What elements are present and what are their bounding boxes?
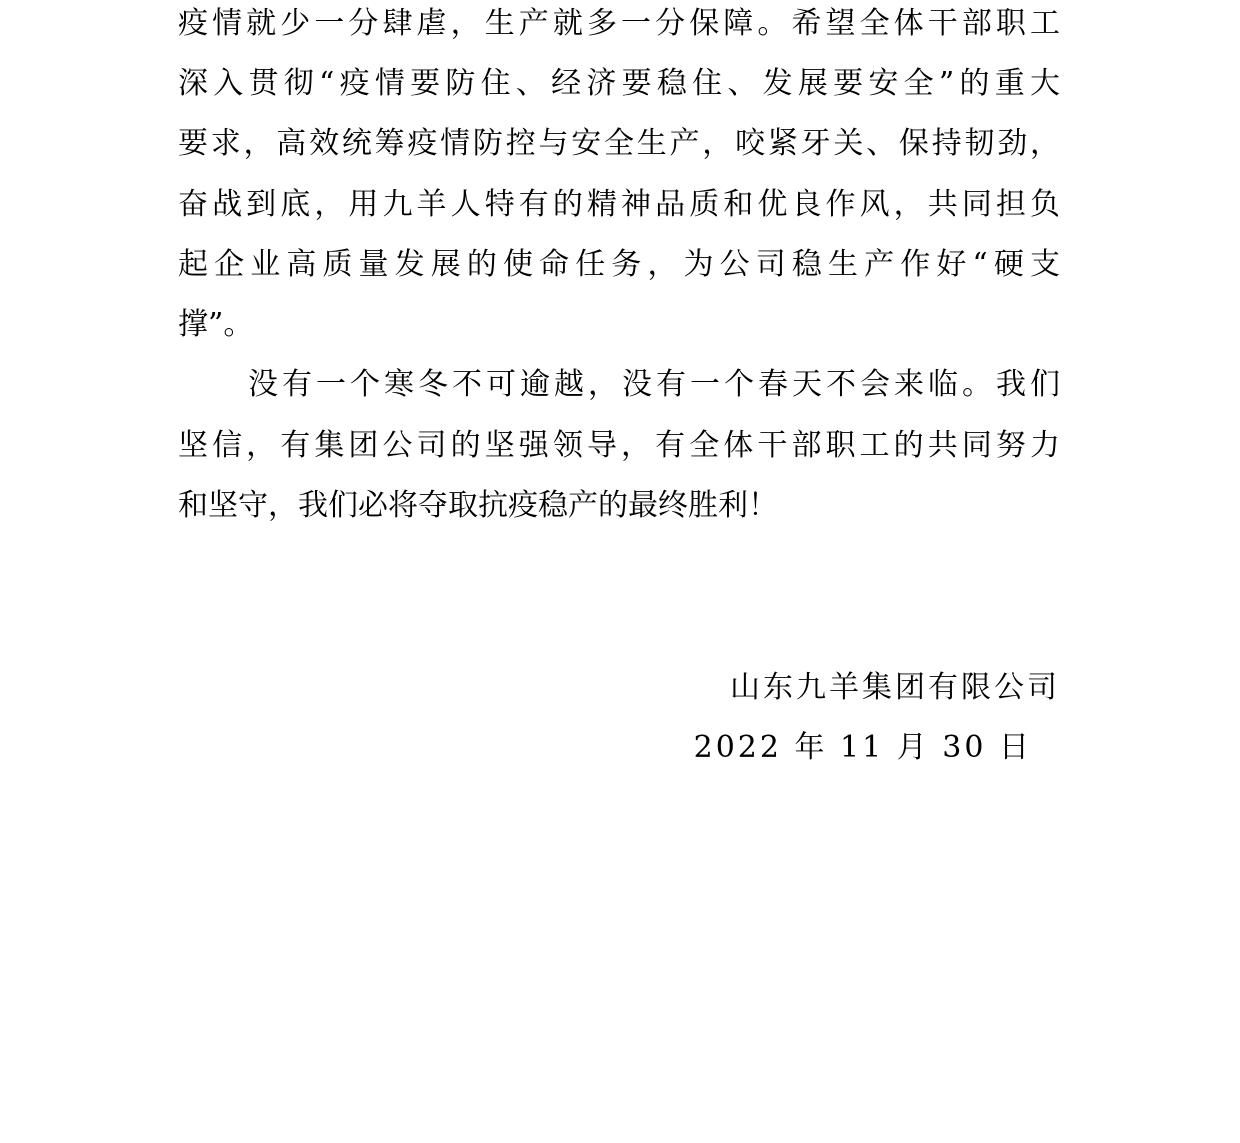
paragraph-2-line-1: 没有一个寒冬不可逾越，没有一个春天不会来临。我们 [248,367,1060,402]
paragraph-1-line-1: 疫情就少一分肆虐，生产就多一分保障。希望全体干部职工 [178,6,1060,41]
signature-company: 山东九羊集团有限公司 [730,670,1060,705]
signature-date: 2022 年 11 月 30 日 [693,730,1032,765]
paragraph-2-line-2: 坚信，有集团公司的坚强领导，有全体干部职工的共同努力 [178,428,1060,463]
paragraph-1-line-6: 撑”。 [178,307,254,342]
paragraph-1-line-5: 起企业高质量发展的使命任务，为公司稳生产作好“硬支 [178,247,1060,282]
paragraph-1-line-3: 要求，高效统筹疫情防控与安全生产，咬紧牙关、保持韧劲， [178,126,1060,161]
paragraph-1-line-4: 奋战到底，用九羊人特有的精神品质和优良作风，共同担负 [178,187,1060,222]
paragraph-1-line-2: 深入贯彻“疫情要防住、经济要稳住、发展要安全”的重大 [178,66,1060,101]
paragraph-2-line-3: 和坚守，我们必将夺取抗疫稳产的最终胜利！ [178,488,778,523]
